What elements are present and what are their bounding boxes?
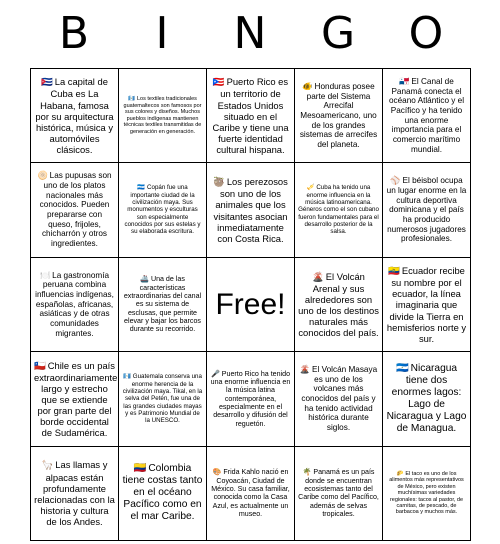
flag-icon: 🇵🇷 [212,77,225,89]
bingo-cell[interactable] [383,257,471,351]
bingo-cell[interactable] [383,69,471,163]
bingo-cell[interactable] [31,163,119,257]
bingo-cell[interactable] [207,352,295,446]
cell-text: El Volcán Arenal y sus alrededores son uno de los destinos naturales más conocidos del país. [298,270,379,339]
bingo-cell[interactable] [383,163,471,257]
flag-icon: 🇬🇹 [123,373,131,381]
volcano-icon: 🌋 [299,364,311,375]
bingo-cell[interactable] [207,163,295,257]
trumpet-icon: 🎺 [306,184,315,192]
cell-text: Las llamas y alpacas están profundamente relacionadas con la historia y cultura de los Andes. [34,459,115,527]
bingo-cell[interactable] [383,352,471,446]
bingo-cell[interactable] [295,69,383,163]
cell-text: Chile es un país extraordinariamente largo y estrecho que se extiende por gran parte del borde occidental de Sudamérica. [34,359,118,439]
flag-icon: 🇭🇳 [137,184,146,192]
palette-icon: 🎨 [212,467,222,477]
grid-row [31,257,471,351]
taco-icon: 🌮 [396,470,404,477]
plate-icon: 🍽️ [39,269,51,280]
cell-text: El béisbol ocupa un lugar enorme en la cultura deportiva dominicana y el país ha producido numerosos jugadores profesionales. [386,176,467,244]
bingo-cell[interactable] [119,257,207,351]
header-letter-o: O [408,8,444,59]
bingo-cell[interactable] [31,352,119,446]
cell-text: Las pupusas son uno de los platos nacionales más conocidos. Pueden prepararse con queso, frijoles, chicharrón y otros ingredientes. [39,171,112,249]
cell-text: Ecuador recibe su nombre por el ecuador, la línea imaginaria que divide la Tierra en hemisferios norte y sur. [386,265,467,344]
cell-text: La capital de Cuba es La Habana, famosa por su arquitectura histórica, música y automóviles clásicos. [35,76,114,155]
flag-icon: 🇨🇴 [133,463,147,475]
bingo-cell[interactable] [119,69,207,163]
cell-text: Panamá es un país donde se encuentran ecosistemas tanto del Caribe como del Pacífico, además de selvas tropicales. [298,468,379,518]
bingo-cell[interactable] [31,446,119,540]
flag-icon: 🇪🇨 [388,266,400,278]
palm-tree-icon: 🌴 [302,467,312,477]
free-space-cell[interactable]: Free! [207,257,295,351]
flag-icon: 🇬🇹 [128,96,135,103]
grid-row [31,69,471,163]
cell-text: Puerto Rico es un territorio de Estados Unidos situado en el Caribe y tiene una fuerte identidad cultural hispana. [212,76,289,155]
cell-text: Puerto Rico ha tenido una enorme influencia en la música latina contemporánea, especialmente en el desarrollo y difusión del reguetón. [210,369,291,428]
bingo-cell[interactable] [295,352,383,446]
flag-icon: 🇨🇺 [41,77,53,89]
grid-row [31,352,471,446]
bingo-header [30,0,470,68]
header-letter-g: G [320,8,356,59]
food-icon: 🫓 [37,170,48,181]
baseball-icon: ⚾ [390,175,401,186]
cell-text: El taco es uno de los alimentos más representativos de México, pero existen muchísimas variedades regionales: tacos al pastor, de carnitas, de pescado, de barbacoa y muchos más. [389,470,464,516]
llama-icon: 🦙 [41,460,54,472]
bingo-cell[interactable] [295,257,383,351]
cell-text: El Canal de Panamá conecta el océano Atlántico y el Pacífico y ha tenido una enorme importancia para el comercio marítimo mundial. [388,77,465,154]
microphone-icon: 🎤 [210,368,220,378]
flag-icon: 🇳🇮 [395,362,409,374]
bingo-cell[interactable] [295,446,383,540]
cell-text: La gastronomía peruana combina influencias indígenas, españolas, africanas, asiáticas y de otras comunidades migrantes. [35,270,114,338]
bingo-cell[interactable] [31,257,119,351]
flag-icon: 🇨🇱 [34,360,46,372]
bingo-cell[interactable] [207,69,295,163]
cell-text: Colombia tiene costas tanto en el océano Pacífico como en el mar Caribe. [122,463,203,523]
cell-text: Una de las características extraordinarias del canal es su sistema de esclusas, que permite elevar y bajar los barcos durante su recorrido. [123,275,202,334]
volcano-icon: 🌋 [312,271,324,283]
cell-text: Cuba ha tenido una enorme influencia en la música latinoamericana. Géneros como el son cubano fueron fundamentales para el desarrollo posterior de la salsa. [298,184,379,236]
header-letter-i: I [155,8,169,59]
cell-text: Los perezosos son uno de los animales que los visitantes asocian inmediatamente con Costa Rica. [213,176,288,244]
bingo-cell[interactable] [31,69,119,163]
bingo-cell[interactable] [119,446,207,540]
cell-text: Los textiles tradicionales guatemaltecos son famosos por sus colores y diseños. Muchos pueblos indígenas mantienen técnicas textiles transmitidas de generación en generación. [123,96,202,135]
cell-text: Nicaragua tiene dos enormes lagos: Lago de Nicaragua y Lago de Managua. [386,362,467,434]
bingo-cell[interactable] [295,163,383,257]
cell-text: Honduras posee parte del Sistema Arrecifal Mesoamericano, uno de los grandes sistemas de arrecifes del planeta. [299,81,378,149]
sloth-icon: 🦥 [213,177,225,189]
flag-icon: 🇵🇦 [399,76,410,86]
cell-text: El Volcán Masaya es uno de los volcanes más conocidos del país y ha tenido actividad histórica durante siglos. [301,365,378,433]
cell-text: Frida Kahlo nació en Coyoacán, Ciudad de México. Su casa familiar, conocida como la Casa Azul, es actualmente un museo. [211,468,290,518]
bingo-cell[interactable] [383,446,471,540]
header-letter-n: N [233,8,267,59]
grid-row [31,446,471,540]
fish-icon: 🐠 [302,80,313,91]
bingo-cell[interactable] [119,352,207,446]
cell-text: Copán fue una importante ciudad de la civilización maya. Sus monumentos y esculturas son especialmente conocidos por sus estelas y su elaborada escritura. [124,184,201,236]
bingo-cell[interactable] [207,446,295,540]
bingo-cell[interactable] [119,163,207,257]
bingo-card-grid [30,68,471,541]
cell-text: Guatemala conserva una enorme herencia de la civilización maya. Tikal, en la selva del Petén, fue una de las grandes ciudades mayas y es Patrimonio Mundial de la UNESCO. [122,373,203,425]
ship-icon: 🚢 [140,274,149,284]
header-letter-b: B [58,8,90,59]
grid-row [31,163,471,257]
